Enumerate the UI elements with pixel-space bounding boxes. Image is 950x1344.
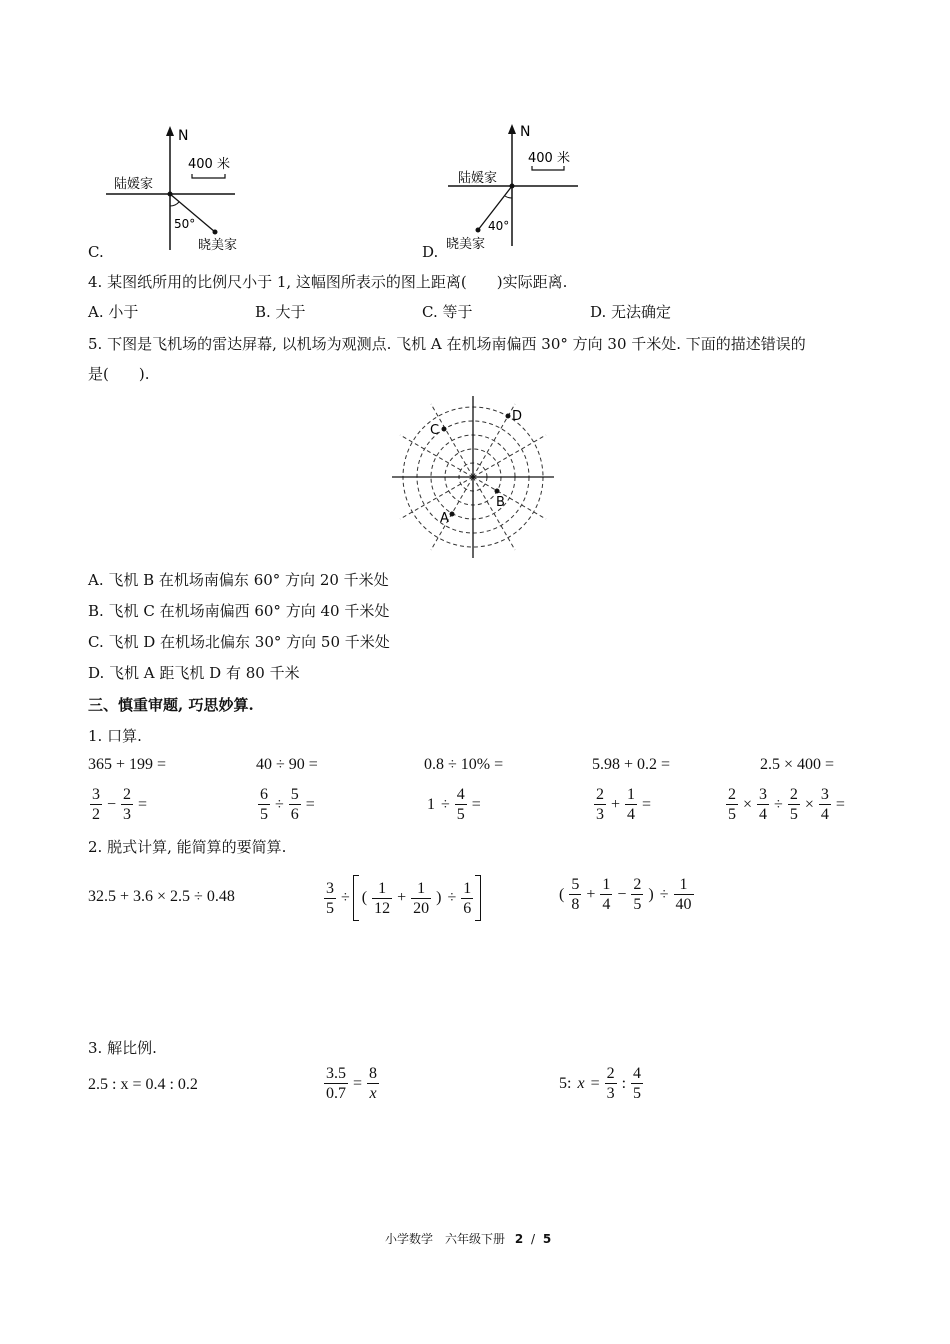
step-calc-2: $\frac{3}{5}$ ÷ ( $\frac{1}{12}$ + $\frac{1}{20}$ ) ÷ $\frac{1}{6}$: [322, 875, 481, 921]
footer-total: 5: [542, 1232, 552, 1246]
footer-sep: /: [531, 1232, 536, 1246]
radar-label-c: C: [430, 423, 440, 438]
oral-calc-8: 1 ÷ $\frac{4}{5}$ =: [427, 786, 481, 823]
target-label-c: 晓美家: [198, 238, 238, 253]
scale-label-d: 400 米: [528, 151, 570, 166]
proportion-2: $\frac{3.5}{0.7}$ = $\frac{8}{x}$: [326, 1065, 378, 1102]
p3-title: 3. 解比例.: [88, 1039, 157, 1057]
q5-stem-line2: 是( ).: [88, 365, 150, 383]
q5-option-a: A. 飞机 B 在机场南偏东 60° 方向 20 千米处: [88, 571, 389, 589]
section3-title: 三、慎重审题, 巧思妙算.: [88, 696, 254, 714]
angle-label-d: 40°: [488, 219, 510, 233]
p1-title: 1. 口算.: [88, 727, 142, 745]
radar-screen: [388, 392, 558, 562]
oral-calc-2: 40 ÷ 90 =: [256, 756, 318, 773]
q5-option-b: B. 飞机 C 在机场南偏西 60° 方向 40 千米处: [88, 602, 390, 620]
option-d-diagram: [440, 118, 590, 258]
q4-option-c: C. 等于: [422, 303, 473, 321]
oral-calc-4: 5.98 + 0.2 =: [592, 756, 671, 773]
angle-label-c: 50°: [174, 217, 196, 231]
scale-label-c: 400 米: [188, 157, 230, 172]
oral-calc-7: $\frac{6}{5}$ ÷ $\frac{5}{6}$ =: [260, 786, 315, 823]
oral-calc-1: 365 + 199 =: [88, 756, 167, 773]
q4-stem: 4. 某图纸所用的比例尺小于 1, 这幅图所表示的图上距离( )实际距离.: [88, 273, 568, 291]
page-footer: [385, 1230, 551, 1247]
step-calc-1: 32.5 + 3.6 × 2.5 ÷ 0.48: [88, 888, 235, 905]
q4-option-a: A. 小于: [88, 303, 139, 321]
radar-label-b: B: [496, 495, 505, 510]
oral-calc-9: $\frac{2}{3}$ + $\frac{1}{4}$ =: [596, 786, 652, 823]
q5-option-d: D. 飞机 A 距飞机 D 有 80 千米: [88, 664, 300, 682]
q4-option-d: D. 无法确定: [590, 303, 672, 321]
q5-stem-line1: 5. 下图是飞机场的雷达屏幕, 以机场为观测点. 飞机 A 在机场南偏西 30° 方向 30 千米处. 下面的描述错误的: [88, 335, 806, 353]
option-c-diagram: [100, 122, 250, 262]
home-label-c: 陆媛家: [114, 177, 154, 192]
home-label-d: 陆媛家: [458, 171, 498, 186]
footer-text: 小学数学 六年级下册: [385, 1232, 506, 1246]
oral-calc-3: 0.8 ÷ 10% =: [424, 756, 504, 773]
radar-label-d: D: [512, 409, 523, 424]
option-d-label: D.: [422, 243, 439, 261]
option-c-label: C.: [88, 243, 104, 261]
radar-label-a: A: [440, 511, 449, 526]
q5-option-c: C. 飞机 D 在机场北偏东 30° 方向 50 千米处: [88, 633, 390, 651]
north-label-c: N: [178, 128, 189, 144]
target-label-d: 晓美家: [446, 237, 486, 252]
north-label-d: N: [520, 124, 531, 140]
p2-title: 2. 脱式计算, 能简算的要简算.: [88, 838, 287, 856]
proportion-3: 5: x = $\frac{2}{3}$ : $\frac{4}{5}$: [559, 1065, 642, 1102]
proportion-1: 2.5 : x = 0.4 : 0.2: [88, 1076, 198, 1093]
footer-page: 2: [514, 1232, 524, 1246]
oral-calc-5: 2.5 × 400 =: [760, 756, 835, 773]
q4-option-b: B. 大于: [255, 303, 306, 321]
oral-calc-10: $\frac{2}{5}$ × $\frac{3}{4}$ ÷ $\frac{2}{5}$ × $\frac{3}{4}$ =: [728, 786, 845, 823]
oral-calc-6: $\frac{3}{2}$ − $\frac{2}{3}$ =: [92, 786, 148, 823]
step-calc-3: ( $\frac{5}{8}$ + $\frac{1}{4}$ − $\frac{2}{5}$ ) ÷ $\frac{1}{40}$: [559, 876, 692, 913]
